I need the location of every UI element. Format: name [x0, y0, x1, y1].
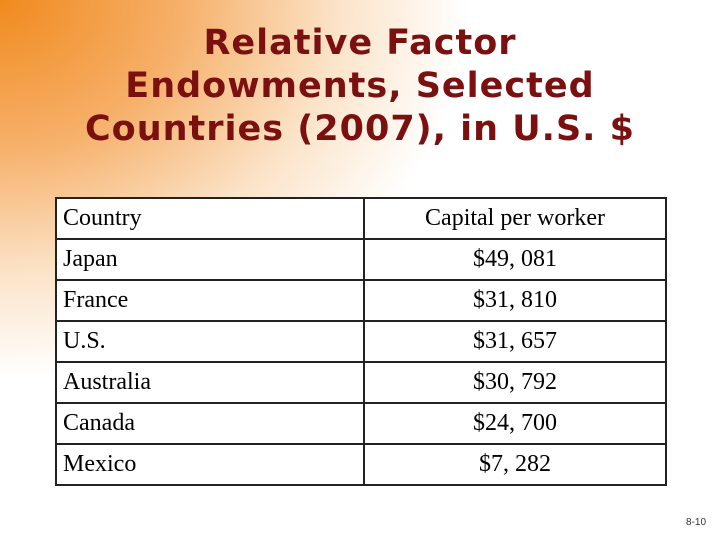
capital-cell: $24, 700	[364, 403, 666, 444]
table-row	[56, 321, 666, 362]
capital-cell: $7, 282	[364, 444, 666, 485]
title-line-2: Endowments, Selected	[125, 66, 595, 106]
capital-cell: $30, 792	[364, 362, 666, 403]
page-number: 8-10	[685, 517, 706, 528]
slide-title	[0, 22, 720, 151]
country-cell: Australia	[56, 362, 364, 403]
capital-cell: $31, 810	[364, 280, 666, 321]
table-row	[56, 444, 666, 485]
country-cell: Canada	[56, 403, 364, 444]
country-cell: Japan	[56, 239, 364, 280]
title-line-1: Relative Factor	[203, 23, 517, 63]
country-cell: France	[56, 280, 364, 321]
header-capital: Capital per worker	[364, 198, 666, 239]
country-cell: Mexico	[56, 444, 364, 485]
table-row	[56, 403, 666, 444]
country-cell: U.S.	[56, 321, 364, 362]
table-header-row	[56, 198, 666, 239]
capital-cell: $31, 657	[364, 321, 666, 362]
header-country: Country	[56, 198, 364, 239]
title-line-3: Countries (2007), in U.S. $	[84, 109, 636, 149]
table-row	[56, 362, 666, 403]
capital-cell: $49, 081	[364, 239, 666, 280]
table-row	[56, 280, 666, 321]
table-row	[56, 239, 666, 280]
capital-table	[55, 197, 667, 486]
